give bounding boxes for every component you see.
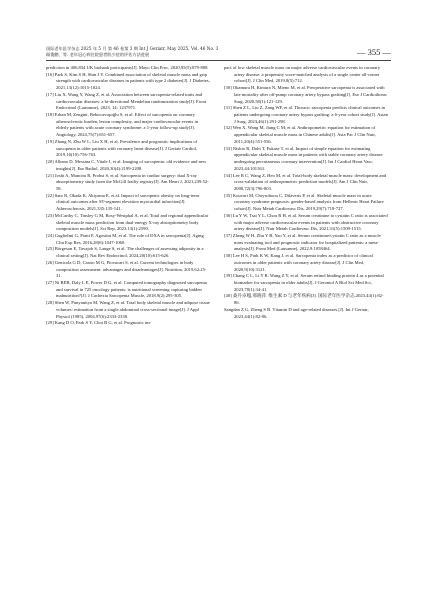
reference-entry: [19] Zhang N, Zhu W L, Liu X H, et al. Prevalence and prognostic implications of sarcopenia in older patients with coronary heart disease[J]. J Geriatr Cardiol, 2019,16(10):756-763.	[46, 138, 198, 158]
reference-entry: [31] Shen Z L, Liu Z, Zang WF, et al. Thoracic sarcopenia predicts clinical outcomes in patients undergoing coronary artery bypass grafting: a 6-year cohort study[J]. Asian J Surg, 2023,46(1):291-298.	[224, 105, 388, 124]
reference-entry: [32] Wen X, Wang M, Jiang C M, et al. Anthropometric equation for estimation of appendicular skeletal muscle mass in Chinese adults[J]. Asia Pac J Clin Nutr, 2011,20(4):551-556.	[224, 125, 376, 144]
references-right-column	[224, 65, 388, 320]
article-author-title-line	[46, 52, 391, 58]
reference-entry: [23] McCarthy C, Tinsley G M, Bosy-Westphal A, et al. Total and regional appendicular skeletal muscle mass prediction from dual-energy X-ray absorptiometry body composition models[J]. Sci Rep, 2023,13(1):2590.	[46, 212, 209, 232]
reference-entry: [33] Nishio R, Dohi T, Fukase T, et al. Impact of simple equation for estimating appendicular skeletal muscle mass in patients with stable coronary artery disease undergoing percutaneous coronary intervention[J]. Int J Cardiol Heart Vasc, 2023,44:101163.	[224, 145, 383, 171]
reference-entry: [28] Shen W, Punyanitya M, Wang Z, et al. Total body skeletal muscle and adipose tissue volumes: estimation from a single abdominal cross-sectional image[J]. J Appl Physiol (1985), 2004,97(6):2333-2338.	[46, 300, 210, 319]
reference-entry: [40] 桑丹卓嘎,邢晓萍. 维生素 D 与老年疾病[J]. 国际老年医学杂志,2023,44(1):82-86.	[224, 293, 384, 306]
reference-entry: [34] Lee R C, Wang Z, Heo M, et al. Total-body skeletal muscle mass: development and cross-validation of anthropometric prediction models[J]. Am J Clin Nutr, 2000,72(3):796-803.	[224, 172, 387, 191]
references-left-column	[46, 65, 210, 327]
reference-entry: Sangdan Z G, Zheng S B. Vitamin D and age-related diseases.[J]. Int J Geriatr, 2023,44(1):82-86.	[224, 306, 369, 319]
reference-entry: prediction in 406,834 UK biobank participants[J]. Mayo Clin Proc, 2020,95(5):879-888.	[46, 65, 209, 70]
article-author-title-text: 顾俊鹏，等. 老年冠心病住院患者肌少症的评估方法进展	[46, 51, 150, 57]
reference-entry: [29] Kang D O, Park S Y, Choi B G, et al. Prognostic im-	[46, 320, 152, 326]
page-number: — 355 —	[357, 47, 391, 57]
reference-entry: pact of low skeletal muscle mass on major adverse cardiovascular events in coronary artery disease: a propensity score-matched analysis of a single center all-comer cohort[J]. J Clin Med, 2019,8(5):712.	[224, 65, 381, 84]
reference-entry: [35] Kouvari M, Chrysohoou C, Dilaveris P, et al. Skeletal muscle mass in acute coronary syndrome prognosis: gender-based analysis from Hellenic Heart Failure cohort[J]. Nutr Metab Cardiovasc Dis, 2019,29(7):718-727.	[224, 192, 384, 212]
journal-citation-text: 国际老年医学杂志 2025 年 5 月 第 46 卷第 3 期 Int J Geriatr, May 2025, Vol. 46 No. 3	[46, 46, 219, 51]
reference-entry: [17] Liu X, Wang Y, Wang Z, et al. Association between sarcopenia-related traits and cardiovascular diseases: a bi-directional Mendelian randomization study[J]. Front Endocrinol (Lausanne), 2023, 14: 1237971.	[46, 91, 207, 111]
reference-entry: [39] Chang C L, Li Y R, Wang Z Y, et al. Serum retinol binding protein 4 as a potential biomarker for sarcopenia in older adults[J]. J Gerontol A Biol Sci Med Sci, 2023,78(1):34-41.	[224, 273, 384, 292]
reference-entry: [37] Zheng W H, Zhu Y B, Yao Y, et al. Serum creatinine/cystatin C ratio as a muscle mass evaluating tool and prognostic indicator for hospitalized patients: a meta-analysis[J]. Front Med (Lausanne), 2022,9:1058464.	[224, 232, 381, 252]
header-rule	[46, 60, 391, 61]
reference-entry: [25] Börgeson E, Tavajoh S, Lange S, et al. The challenges of assessing adiposity in a clinical setting[J]. Nat Rev Endocrinol, 2024,20(10):615-626.	[46, 246, 204, 259]
reference-entry: [38] Lee H S, Park K W, Kang J, et al. Sarcopenia index as a predictor of clinical outcomes in older patients with coronary artery disease[J]. J Clin Med, 2020,9(10):3121.	[224, 253, 373, 272]
reference-entry: [30] Okamura H, Kimura N, Mieno M, et al. Preoperative sarcopenia is associated with late mortality after off-pump coronary artery bypass grafting[J]. Eur J Cardiothorac Surg, 2020,58(1):121-129.	[224, 85, 388, 104]
reference-entry: [16] Park S, Kim S H, Shin J Y. Combined association of skeletal muscle mass and grip strength with cardiovascular diseases in patients with type 2 diabetes[J]. J Diabetes, 2021,13(12):1015-1024.	[46, 71, 210, 91]
reference-entry: [20] Albano D, Messina C, Vitale J, et al. Imaging of sarcopenia: old evidence and new insights[J]. Eur Radiol, 2020,30(4):2199-2208.	[46, 159, 207, 171]
reference-entry: [18] Erkan M, Zengini, Bekircavuşoğlu S, et al. Effect of sarcopenia on coronary atherosclerotic burden, lesion complexity, and major cardiovascular events in elderly patients with acute coronary syndrome: a 1-year follow-up study[J]. Angiology, 2024,75(7):651-657.	[46, 112, 199, 138]
reference-entry: [22] Sato R, Okada K, Akiyama E, et al. Impact of sarcopenic obesity on long-term clinical outcomes after ST-segment elevation myocardial infarction[J]. Atherosclerosis, 2021,335:135-141.	[46, 192, 200, 212]
reference-entry: [26] Genicola G D, Castro M G, Piovacari S, et al. Current technologies in body composition assessment: advantages and disadvantages[J]. Nutrition, 2019,62:25-31.	[46, 259, 207, 279]
reference-entry: [24] Guglielmi G, Ponti F, Agostini M, et al. The role of DXA in sarcopenia[J]. Aging Clin Exp Res, 2016,28(6):1047-1060.	[46, 232, 204, 245]
reference-entry: [21] Joshi A, Mancini R, Probst S, et al. Sarcopenia in cardiac surgery: dual X-ray absorptiometry study from the McGill frailty registry[J]. Am Heart J, 2021,239:52-58.	[46, 172, 209, 191]
reference-entry: [36] Lu Y W, Tsai Y L, Chou R H, et al. Serum creatinine to cystatin C ratio is associated with major adverse cardiovascular events in patients with obstructive coronary artery disease[J]. Nutr Metab Cardiovasc Dis, 2021,31(5):1509-1515.	[224, 212, 388, 232]
reference-entry: [27] Ni BEB, Daly L E, Power D G, et al. Computed tomography diagnosed sarcopenia and survival in 725 oncology patients: is nutritional screening capturing hidden malnutrition?[J]. J Cachexia Sarcopenia Muscle, 2018,9(2):295-305.	[46, 280, 207, 299]
